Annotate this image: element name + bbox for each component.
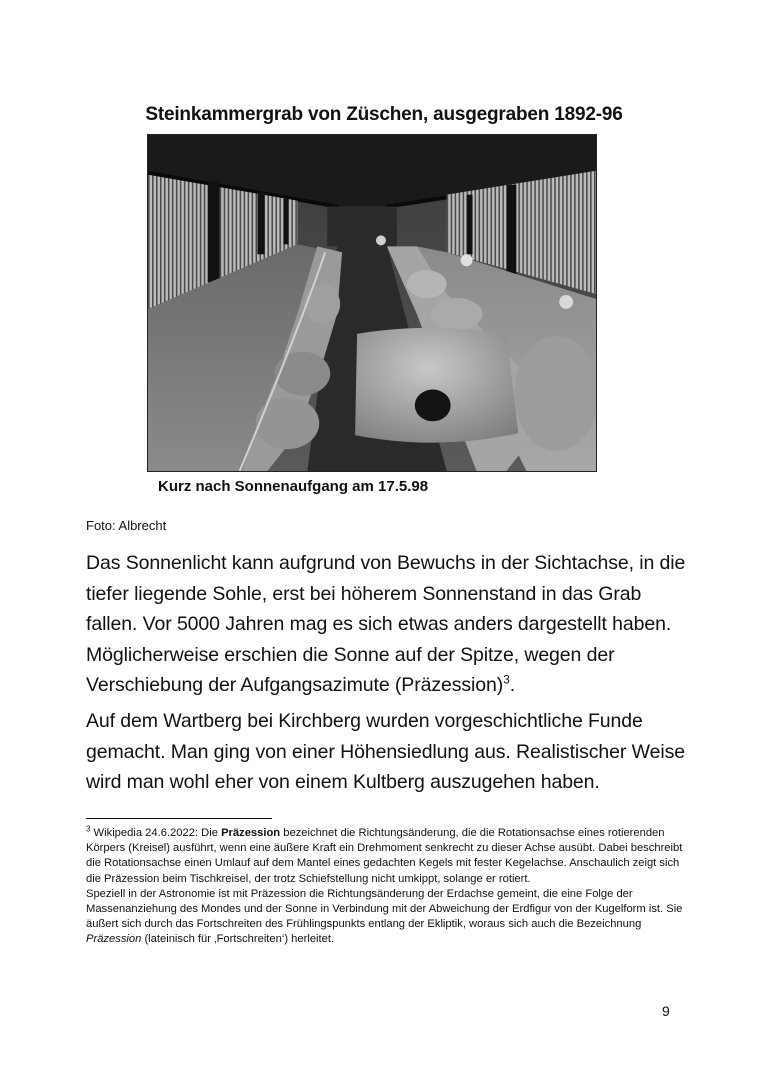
footnote-term-italic: Präzession	[86, 933, 142, 946]
photo-credit: Foto: Albrecht	[86, 518, 167, 533]
footnote-paragraph-2	[86, 887, 686, 948]
grave-photo	[147, 134, 597, 472]
figure-caption: Kurz nach Sonnenaufgang am 17.5.98	[158, 478, 429, 495]
grave-photo-drawing	[148, 135, 596, 471]
figure-title: Steinkammergrab von Züschen, ausgegraben 1892-96	[145, 104, 623, 125]
paragraph-1-end: .	[509, 674, 516, 696]
footnote-marker: 3	[86, 824, 91, 834]
footnote-separator	[86, 818, 272, 819]
footnote-text-2a: Speziell in der Astronomie ist mit Präzession die Richtungsänderung der Erdachse gemeint, die eine Folge der Massenanziehung des Mondes und der Sonne in Verbindung mit der Abweichung der Erdfigur von der Kugelform ist. Sie äußert sich durch das Fortschreiten des Frühlingspunkts entlang der Ekliptik, woraus sich auch die Bezeichnung	[86, 887, 683, 931]
footnote-reference[interactable]: 3	[503, 672, 510, 687]
footnote-text-1a: Wikipedia 24.6.2022: Die	[90, 827, 222, 839]
body-paragraph-2: Auf dem Wartberg bei Kirchberg wurden vorgeschichtliche Funde gemacht. Man ging von einer Höhensiedlung aus. Realistischer Weise wird man wohl eher von einem Kultberg auszugehen haben.	[86, 710, 685, 793]
footnote-paragraph-1	[86, 826, 686, 887]
paragraph-1-text: Das Sonnenlicht kann aufgrund von Bewuchs in der Sichtachse, in die tiefer liegende Sohle, erst bei höherem Sonnenstand in das Grab fallen. Vor 5000 Jahren mag es sich etwas anders dargestellt haben. Möglicherweise erschien die Sonne auf der Spitze, wegen der Verschiebung der Aufgangsazimute (Präzession)	[86, 552, 686, 696]
body-paragraph-1	[86, 548, 686, 701]
footnote-text-1b: bezeichnet die Richtungsänderung, die die Rotationsachse eines rotierenden Körpers (Kreisel) ausführt, wenn eine äußere Kraft ein Drehmoment senkrecht zu dieser Achse ausübt. Dabei beschreibt die Rotationsachse einen Umlauf auf dem Mantel eines gedachten Kegels mit fester Kegelachse. Anschaulich zeigt sich die Präzession beim Tischkreisel, der trotz Schiefstellung nicht umkippt, solange er rotiert.	[86, 827, 683, 885]
page-number: 9	[662, 1003, 670, 1019]
footnote-text-2b: (lateinisch für ‚Fortschreiten‘) herleitet.	[141, 933, 335, 946]
footnote-term: Präzession	[221, 827, 281, 839]
footnote	[86, 826, 686, 948]
